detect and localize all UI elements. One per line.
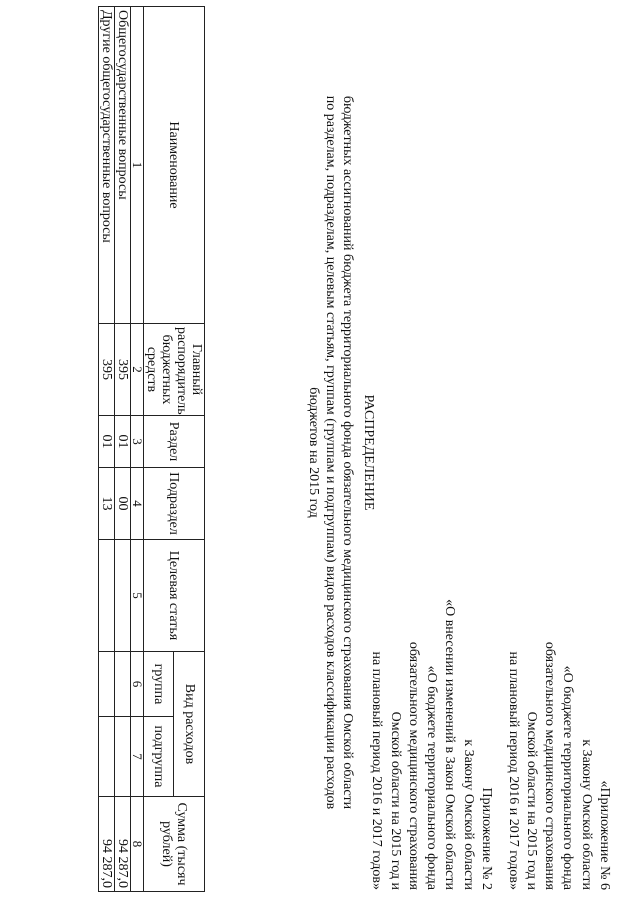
appendix-line: Приложение № 2 [479, 787, 494, 890]
row-group [99, 652, 115, 717]
document-title: РАСПРЕДЕЛЕНИЕ [361, 394, 376, 511]
row-target [99, 540, 115, 652]
header-amount: Сумма (тысяч рублей) [144, 797, 205, 892]
column-number: 8 [131, 797, 144, 892]
header-subgroup: подгруппа [144, 717, 175, 797]
row-subgroup [115, 717, 131, 797]
row-name: Общегосударственные вопросы [115, 7, 131, 324]
column-number: 3 [131, 416, 144, 468]
appendix-line: «О бюджете территориального фонда [424, 665, 440, 890]
appendix-line: на плановый период 2016 и 2017 годов» [369, 651, 385, 890]
column-number: 4 [131, 468, 144, 540]
appendix-line: к Закону Омской области [578, 739, 594, 890]
appendix-line: к Закону Омской области [460, 739, 476, 890]
row-group [115, 652, 131, 717]
header-subsection: Подраздел [144, 468, 205, 540]
document-subtitle [305, 40, 356, 865]
row-section: 01 [99, 416, 115, 468]
header-group: группа [144, 652, 175, 717]
appendix-header-new [367, 560, 495, 890]
column-number: 5 [131, 540, 144, 652]
column-number: 7 [131, 717, 144, 797]
appendix-line: «О внесении изменений в Закон Омской области [442, 599, 458, 890]
column-number: 2 [131, 324, 144, 416]
header-name: Наименование [144, 7, 205, 324]
row-admin: 395 [115, 324, 131, 416]
column-number-row [131, 7, 144, 892]
appendix-line: «О бюджете территориального фонда [560, 665, 576, 890]
row-section: 01 [115, 416, 131, 468]
table-row [99, 7, 115, 892]
subtitle-line: бюджетных ассигнований бюджета территориального фонда обязательного медицинского страхования Омской области [340, 95, 355, 810]
row-subsection: 00 [115, 468, 131, 540]
appendix-line: Омской области на 2015 год и [387, 711, 403, 890]
row-subgroup [99, 717, 115, 797]
appendix-header-old [503, 560, 613, 890]
row-admin: 395 [99, 324, 115, 416]
allocation-table [98, 6, 205, 892]
subtitle-line: бюджетов на 2015 год [306, 387, 321, 518]
row-amount: 94 287,0 [99, 797, 115, 892]
appendix-line: «Приложение № 6 [597, 780, 612, 890]
appendix-line: Омской области на 2015 год и [523, 711, 539, 890]
header-expense-type: Вид расходов [174, 652, 205, 797]
column-number: 6 [131, 652, 144, 717]
row-target [115, 540, 131, 652]
row-amount: 94 287,0 [115, 797, 131, 892]
header-section: Раздел [144, 416, 205, 468]
appendix-line: на плановый период 2016 и 2017 годов» [505, 651, 521, 890]
appendix-line: обязательного медицинского страхования [542, 641, 558, 890]
appendix-line: обязательного медицинского страхования [405, 641, 421, 890]
header-target: Целевая статья [144, 540, 205, 652]
subtitle-line: по разделам, подразделам, целевым статьям, группам (группам и подгруппам) видов расходов классификации расходов [323, 95, 338, 810]
header-admin: Главный распорядитель бюджетных средств [144, 324, 205, 416]
table-row [115, 7, 131, 892]
row-name: Другие общегосударственные вопросы [99, 7, 115, 324]
row-subsection: 13 [99, 468, 115, 540]
column-number: 1 [131, 7, 144, 324]
